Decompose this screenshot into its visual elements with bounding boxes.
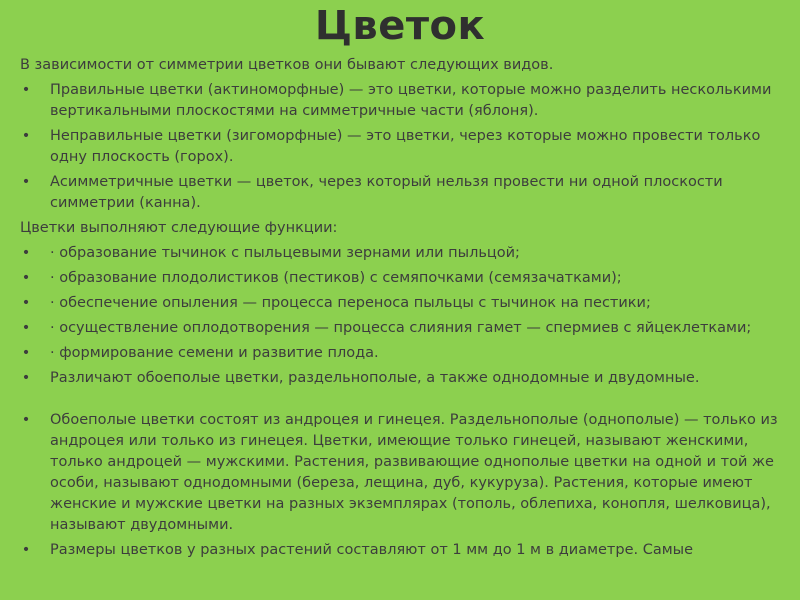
list-item-actinomorphic: [20, 80, 795, 122]
list-item-zygomorphic: [20, 126, 795, 168]
list-item-function-2: [20, 268, 795, 289]
list-item-function-5: [20, 343, 795, 364]
list-item-text: · образование тычинок с пыльцевыми зернами или пыльцой;: [50, 245, 520, 261]
bullet-dot-icon: •: [21, 320, 31, 336]
paragraph-text: Размеры цветков у разных растений составляют от 1 мм до 1 м в диаметре. Самые: [50, 542, 694, 558]
bullet-dot-icon: •: [21, 295, 31, 311]
list-item-asymmetric: [20, 172, 795, 214]
bullet-dot-icon: •: [21, 128, 31, 144]
bullet-dot-icon: •: [21, 270, 31, 286]
list-item-text: Неправильные цветки (зигоморфные) — это цветки, через которые можно провести только одну плоскость (горох).: [50, 128, 761, 165]
slide-body: [20, 55, 795, 561]
bullet-dot-icon: •: [21, 174, 31, 190]
paragraph-sizes: [20, 540, 795, 561]
intro-symmetry: В зависимости от симметрии цветков они бывают следующих видов.: [20, 57, 554, 73]
list-item-text: · осуществление оплодотворения — процесса слияния гамет — спермиев с яйцеклетками;: [50, 320, 752, 336]
list-item-function-1: [20, 243, 795, 264]
bullet-dot-icon: •: [21, 82, 31, 98]
bullet-dot-icon: •: [21, 412, 31, 428]
bullet-dot-icon: •: [21, 245, 31, 261]
list-item-sex-types: [20, 368, 795, 389]
list-item-text: · формирование семени и развитие плода.: [50, 345, 379, 361]
paragraph-bisexual: [20, 410, 795, 536]
bullet-dot-icon: •: [21, 542, 31, 558]
paragraph-text: Обоеполые цветки состоят из андроцея и гинецея. Раздельнополые (однополые) — только из андроцея или только из гинецея. Цветки, имеющие только гинецей, называют женскими, только андроцей — мужскими. Растения, развивающие однополые цветки на одной и той же особи, называют однодомными (береза, лещина, дуб, кукуруза). Растения, которые имеют женские и мужские цветки на разных экземплярах (тополь, облепиха, конопля, шелковица), называют двудомными.: [50, 412, 778, 533]
list-item-function-3: [20, 293, 795, 314]
intro-functions: Цветки выполняют следующие функции:: [20, 220, 338, 236]
list-item-text: Правильные цветки (актиноморфные) — это цветки, которые можно разделить несколькими вертикальными плоскостями на симметричные части (яблоня).: [50, 82, 772, 119]
list-item-text: · обеспечение опыления — процесса переноса пыльцы с тычинок на пестики;: [50, 295, 651, 311]
slide-title: Цветок: [314, 3, 486, 49]
bullet-dot-icon: •: [21, 345, 31, 361]
list-item-function-4: [20, 318, 795, 339]
list-item-text: Различают обоеполые цветки, раздельнополые, а также однодомные и двудомные.: [50, 370, 700, 386]
list-item-text: · образование плодолистиков (пестиков) с семяпочками (семязачатками);: [50, 270, 622, 286]
bullet-dot-icon: •: [21, 370, 31, 386]
list-item-text: Асимметричные цветки — цветок, через который нельзя провести ни одной плоскости симметрии (канна).: [50, 174, 723, 211]
